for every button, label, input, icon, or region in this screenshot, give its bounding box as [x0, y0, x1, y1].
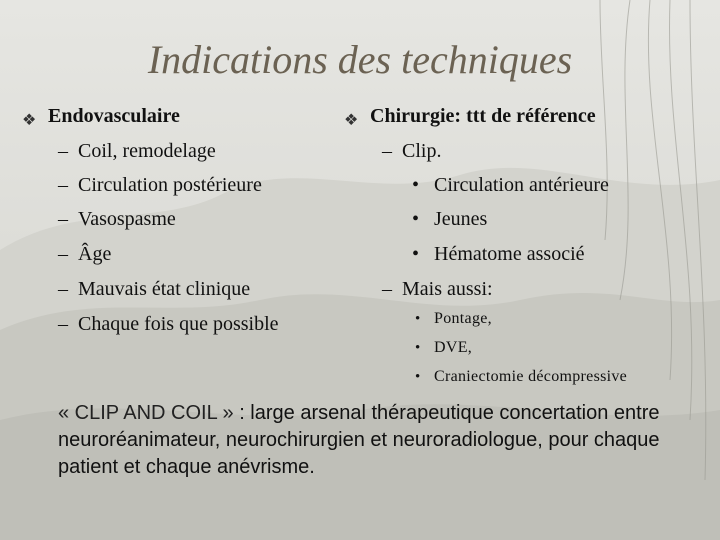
left-item: Circulation postérieure [78, 174, 262, 196]
dash-marker: – [58, 174, 68, 196]
dot-marker: • [415, 369, 421, 385]
dash-marker: – [58, 243, 68, 265]
dash-marker: – [58, 208, 68, 230]
dot-marker: • [412, 174, 420, 196]
clip-item: Jeunes [434, 208, 488, 230]
diamond-bullet-icon: ❖ [22, 112, 37, 129]
left-item: Mauvais état clinique [78, 278, 251, 300]
left-item: Coil, remodelage [78, 140, 216, 162]
dot-marker: • [412, 243, 420, 265]
also-label: Mais aussi: [402, 278, 493, 300]
dash-marker: – [382, 140, 392, 162]
dash-marker: – [382, 278, 392, 300]
summary-note [58, 400, 668, 481]
also-item: Pontage, [434, 310, 492, 327]
right-heading: Chirurgie: ttt de référence [370, 105, 596, 127]
dot-marker: • [415, 311, 421, 327]
dot-marker: • [412, 208, 420, 230]
note-keyword: « CLIP AND COIL » [58, 402, 234, 424]
note-text: : large arsenal thérapeutique concertation entre neuroréanimateur, neurochirurgien et neuroradiologue, pour chaque patient et chaque anévrisme. [58, 402, 660, 478]
dash-marker: – [58, 140, 68, 162]
also-item: DVE, [434, 339, 473, 356]
also-item: Craniectomie décompressive [434, 368, 628, 385]
dot-marker: • [415, 340, 421, 356]
left-item: Âge [78, 243, 112, 265]
clip-label: Clip. [402, 140, 442, 162]
dash-marker: – [58, 278, 68, 300]
left-item: Chaque fois que possible [78, 313, 279, 335]
clip-item: Hématome associé [434, 243, 585, 265]
slide-title: Indications des techniques [147, 37, 573, 82]
dash-marker: – [58, 313, 68, 335]
left-item: Vasospasme [78, 208, 176, 230]
clip-item: Circulation antérieure [434, 174, 609, 196]
left-heading: Endovasculaire [48, 105, 180, 127]
diamond-bullet-icon: ❖ [344, 112, 359, 129]
